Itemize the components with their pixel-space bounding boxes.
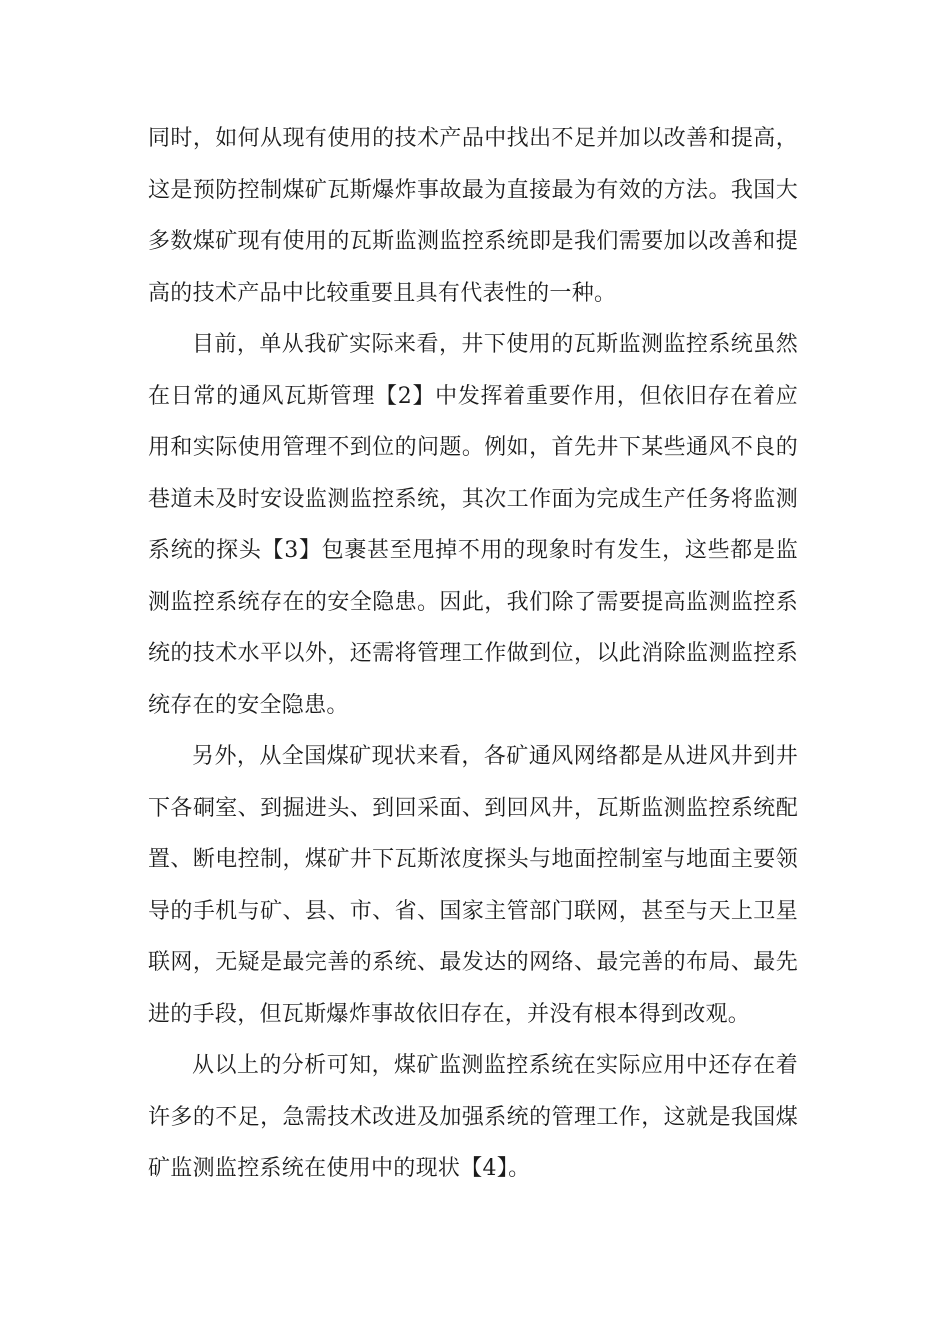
document-body — [148, 113, 798, 1195]
paragraph-national-status: 另外，从全国煤矿现状来看，各矿通风网络都是从进风井到井下各硐室、到掘进头、到回采面、到回风井，瓦斯监测监控系统配置、断电控制，煤矿井下瓦斯浓度探头与地面控制室与地面主要领导的手机与矿、县、市、省、国家主管部门联网，甚至与天上卫星联网，无疑是最完善的系统、最发达的网络、最完善的布局、最先进的手段，但瓦斯爆炸事故依旧存在，并没有根本得到改观。 — [148, 744, 798, 1027]
paragraph-conclusion: 从以上的分析可知，煤矿监测监控系统在实际应用中还存在着许多的不足，急需技术改进及加强系统的管理工作，这就是我国煤矿监测监控系统在使用中的现状【4】。 — [148, 1053, 798, 1181]
paragraph-current-status: 目前，单从我矿实际来看，井下使用的瓦斯监测监控系统虽然在日常的通风瓦斯管理【2】中发挥着重要作用，但依旧存在着应用和实际使用管理不到位的问题。例如，首先井下某些通风不良的巷道未及时安设监测监控系统，其次工作面为完成生产任务将监测系统的探头【3】包裹甚至甩掉不用的现象时有发生，这些都是监测监控系统存在的安全隐患。因此，我们除了需要提高监测监控系统的技术水平以外，还需将管理工作做到位，以此消除监测监控系统存在的安全隐患。 — [148, 332, 798, 718]
paragraph-continuation: 同时，如何从现有使用的技术产品中找出不足并加以改善和提高，这是预防控制煤矿瓦斯爆炸事故最为直接最为有效的方法。我国大多数煤矿现有使用的瓦斯监测监控系统即是我们需要加以改善和提高的技术产品中比较重要且具有代表性的一种。 — [148, 126, 798, 306]
